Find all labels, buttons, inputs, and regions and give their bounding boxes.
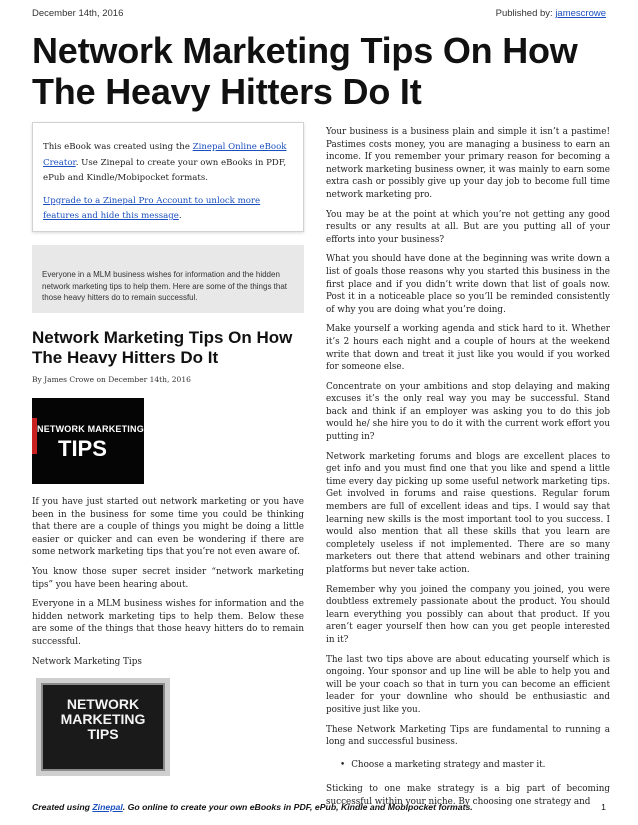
zinepal-promo-box: [32, 122, 304, 232]
zinepal-creator-link[interactable]: Zinepal Online eBook Creator: [43, 142, 287, 168]
chalkboard-image: [36, 678, 170, 776]
paragraph: Remember why you joined the company you joined, you were doubtless extremely passionate about the product. You should learn everything you possibly can about that product. If you aren’t eager yourself then how can you get people interested in it?: [326, 584, 610, 645]
image-tips-text: TIPS: [58, 436, 107, 461]
footer-post: . Go online to create your own eBooks in PDF, ePub, Kindle and Mobipocket formats.: [122, 802, 473, 812]
promo-text-pre: This eBook was created using the: [43, 142, 193, 152]
image-title-text: NETWORK MARKETING: [37, 424, 144, 434]
article-subtitle: Network Marketing Tips On How The Heavy Hitters Do It: [32, 328, 293, 367]
page-number: 1: [601, 802, 606, 812]
paragraph: Concentrate on your ambitions and stop delaying and making excuses it’s the only real way you may be successful. Stand back and think if an employer was asking you to do this job would he/ she hire you to do it with the current work effort you putting in?: [326, 381, 610, 443]
tips-list: [340, 759, 610, 772]
paragraph: What you should have done at the beginning was write down a list of goals those reasons why you started this business in the first place and if you didn’t write down that list of goals now. Post it in a noticeable place so you’ll be reminded consistently of why you are doing what you’re doing.: [326, 254, 610, 315]
promo-text: [43, 140, 291, 187]
left-article-text: [32, 496, 304, 668]
paragraph: Network Marketing Tips: [32, 656, 142, 667]
paragraph: Sticking to one make strategy is a big part of becoming successful within your niche. By choosing one strategy and: [326, 784, 610, 807]
left-column: [32, 122, 304, 776]
paragraph: Network marketing forums and blogs are excellent places to get info and you must find one that you like and spend a little time every day picking up some useful network marketing tips. Get involved in forums and raise questions. Regular forum members are full of excellent ideas and tips. I would say that learning new skills is the most important tool to you success. I would also mention that all these skills that you learn are completely useless if not implemented. There are so many marketers out there that attend webinars and other training platforms but never take action.: [326, 451, 610, 575]
paragraph: Make yourself a working agenda and stick hard to it. Whether it’s 2 hours each night and a couple of hours at the weekend write that down and treat it just like you would if you worked for someone else.: [326, 324, 610, 373]
paragraph: You may be at the point at which you’re not getting any good results or any results at all. But are you putting all of your efforts into your business?: [326, 209, 610, 245]
chalkboard: [41, 683, 165, 771]
chalkboard-line: MARKETING: [60, 711, 146, 728]
article-byline: By James Crowe on December 14th, 2016: [32, 375, 191, 384]
page-title: Network Marketing Tips On How The Heavy Hitters Do It: [32, 30, 578, 112]
author-link[interactable]: jamescrowe: [555, 8, 606, 19]
summary-quote-box: Everyone in a MLM business wishes for information and the hidden network marketing tips to help them. Here are some of the things that those heavy hitters do to remain successful.: [32, 245, 304, 313]
header-date: December 14th, 2016: [32, 8, 124, 19]
network-marketing-tips-image: [32, 398, 144, 484]
paragraph: If you have just started out network marketing or you have been in the business for some time you could be thinking that there are a couple of things you might be doing a little easier or quicker and can even be wondering if there are some network marketing tips that you’re not even aware of.: [32, 497, 304, 558]
paragraph: The last two tips above are about educating yourself which is ongoing. Your sponsor and up line will be able to help you and will be your coach so that in turn you can become an efficient leader for your downline who should be enthusiastic and positive just like you.: [326, 654, 610, 715]
footer-zinepal-link[interactable]: Zinepal: [92, 802, 123, 812]
footer-pre: Created using: [32, 802, 93, 812]
footer-credit: [32, 802, 610, 812]
right-column: [326, 126, 610, 816]
paragraph: Everyone in a MLM business wishes for information and the hidden network marketing tips to help them. Below these are some of the things that those heavy hitters do to remain successful.: [32, 599, 304, 647]
paragraph: Your business is a business plain and simple it isn’t a pastime! Pastimes costs money, you are managing a business to earn an income. If you remember your primary reason for becoming a network marketing business owner, it was mainly to earn some extra cash or possibly give up your day job to become full time network marketing pro.: [326, 127, 610, 200]
paragraph: These Network Marketing Tips are fundamental to running a long and successful business.: [326, 724, 610, 748]
promo-text-post: . Use Zinepal to create your own eBooks in PDF, ePub and Kindle/Mobipocket formats.: [43, 157, 287, 183]
header-published-by: [496, 8, 606, 19]
chalkboard-line: NETWORK: [66, 696, 140, 713]
paragraph: You know those super secret insider “network marketing tips” you have been hearing about.: [32, 566, 304, 590]
promo-upgrade: [43, 194, 291, 225]
upgrade-period: .: [178, 211, 182, 221]
upgrade-link[interactable]: Upgrade to a Zinepal Pro Account to unlock more features and hide this message: [43, 195, 261, 221]
chalkboard-line: TIPS: [87, 726, 119, 743]
published-label: Published by:: [495, 8, 556, 19]
list-item: • Choose a marketing strategy and master it.: [340, 759, 610, 772]
